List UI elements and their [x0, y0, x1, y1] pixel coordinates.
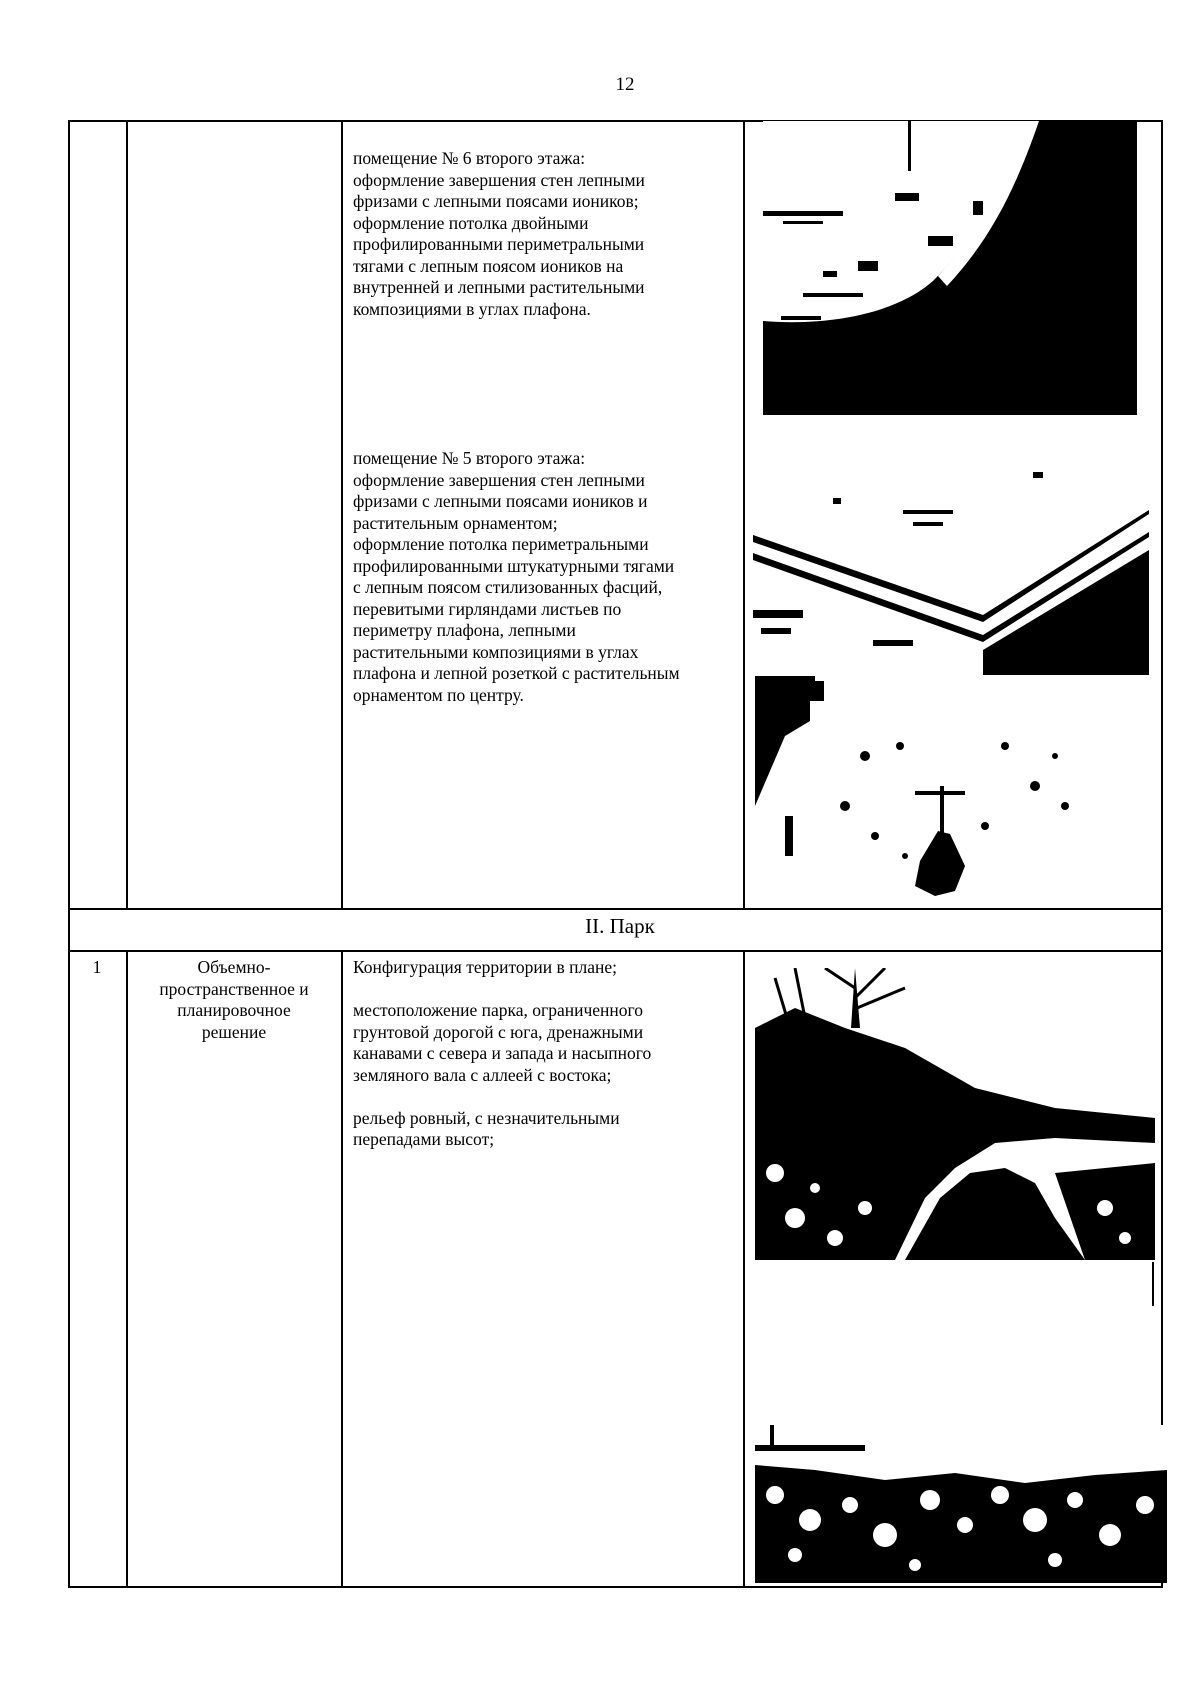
room5-rosette-photo — [755, 676, 1149, 906]
row-name-line: решение — [201, 1021, 267, 1042]
section-bottom-border — [68, 950, 1163, 952]
room5-line: растительными композициями в углах — [353, 641, 639, 662]
row-description-line: земляного вала с аллеей с востока; — [353, 1064, 612, 1085]
table-right-border — [1161, 120, 1163, 1587]
section-top-border — [68, 908, 1163, 910]
row-description — [353, 957, 738, 1151]
room6-line: фризами с лепными поясами иоников; — [353, 191, 639, 211]
col-divider-1 — [126, 120, 128, 908]
col-divider-1b — [126, 950, 128, 1586]
col-divider-3 — [743, 120, 745, 908]
room5-line: фризами с лепными поясами иоников и — [353, 491, 648, 511]
room5-description — [353, 448, 741, 706]
table-bottom-border — [68, 1586, 1163, 1588]
room5-line: периметру плафона, лепными — [353, 620, 576, 640]
section-title-park: II. Парк — [585, 914, 655, 938]
room5-line: плафона и лепной розеткой с растительным — [353, 663, 680, 683]
row-name-line: Объемно- — [197, 957, 271, 977]
park-alley-photo — [755, 968, 1155, 1260]
room5-cornice-photo — [753, 440, 1149, 675]
room6-line: профилированными периметральными — [353, 234, 645, 254]
room6-line: оформление завершения стен лепными — [353, 169, 645, 190]
table-left-border — [68, 120, 70, 1587]
row-description-line: канавами с севера и запада и насыпного — [353, 1043, 652, 1063]
room6-line: композициями в углах плафона. — [353, 298, 591, 319]
col-divider-2 — [341, 120, 343, 908]
room6-line: внутренней и лепными растительными — [353, 277, 645, 297]
row-name-line: пространственное и — [159, 978, 309, 999]
row-number: 1 — [92, 957, 102, 977]
col-divider-3b — [743, 950, 745, 1586]
room5-line: орнаментом по центру. — [353, 684, 524, 705]
row-description-line: грунтовой дорогой с юга, дренажными — [353, 1021, 644, 1042]
room5-line: профилированными штукатурными тягами — [353, 555, 675, 576]
room6-description — [353, 148, 738, 320]
room5-title: помещение № 5 второго этажа: — [353, 448, 586, 468]
room6-line: тягами с лепным поясом иоников на — [353, 255, 624, 276]
row-description-line: рельеф ровный, с незначительными — [353, 1107, 620, 1128]
row-description-p1: Конфигурация территории в плане; — [353, 957, 618, 977]
park-meadow-photo — [755, 1425, 1167, 1583]
row-name-line: планировочное — [177, 1000, 291, 1020]
room6-line: оформление потолка двойными — [353, 212, 589, 233]
room6-ceiling-photo — [763, 121, 1137, 415]
row-name — [128, 957, 340, 1043]
row-description-line: местоположение парка, ограниченного — [353, 1000, 643, 1020]
room5-line: оформление завершения стен лепными — [353, 469, 645, 490]
page-number: 12 — [615, 74, 635, 95]
room5-line: перевитыми гирляндами листьев по — [353, 598, 622, 619]
room5-line: оформление потолка периметральными — [353, 534, 649, 554]
col-divider-2b — [341, 950, 343, 1586]
room5-line: растительным орнаментом; — [353, 512, 558, 533]
room6-title: помещение № 6 второго этажа: — [353, 148, 586, 168]
room5-line: с лепным поясом стилизованных фасций, — [353, 577, 663, 597]
row-description-line: перепадами высот; — [353, 1129, 495, 1149]
photo-edge-line — [1152, 1262, 1154, 1306]
